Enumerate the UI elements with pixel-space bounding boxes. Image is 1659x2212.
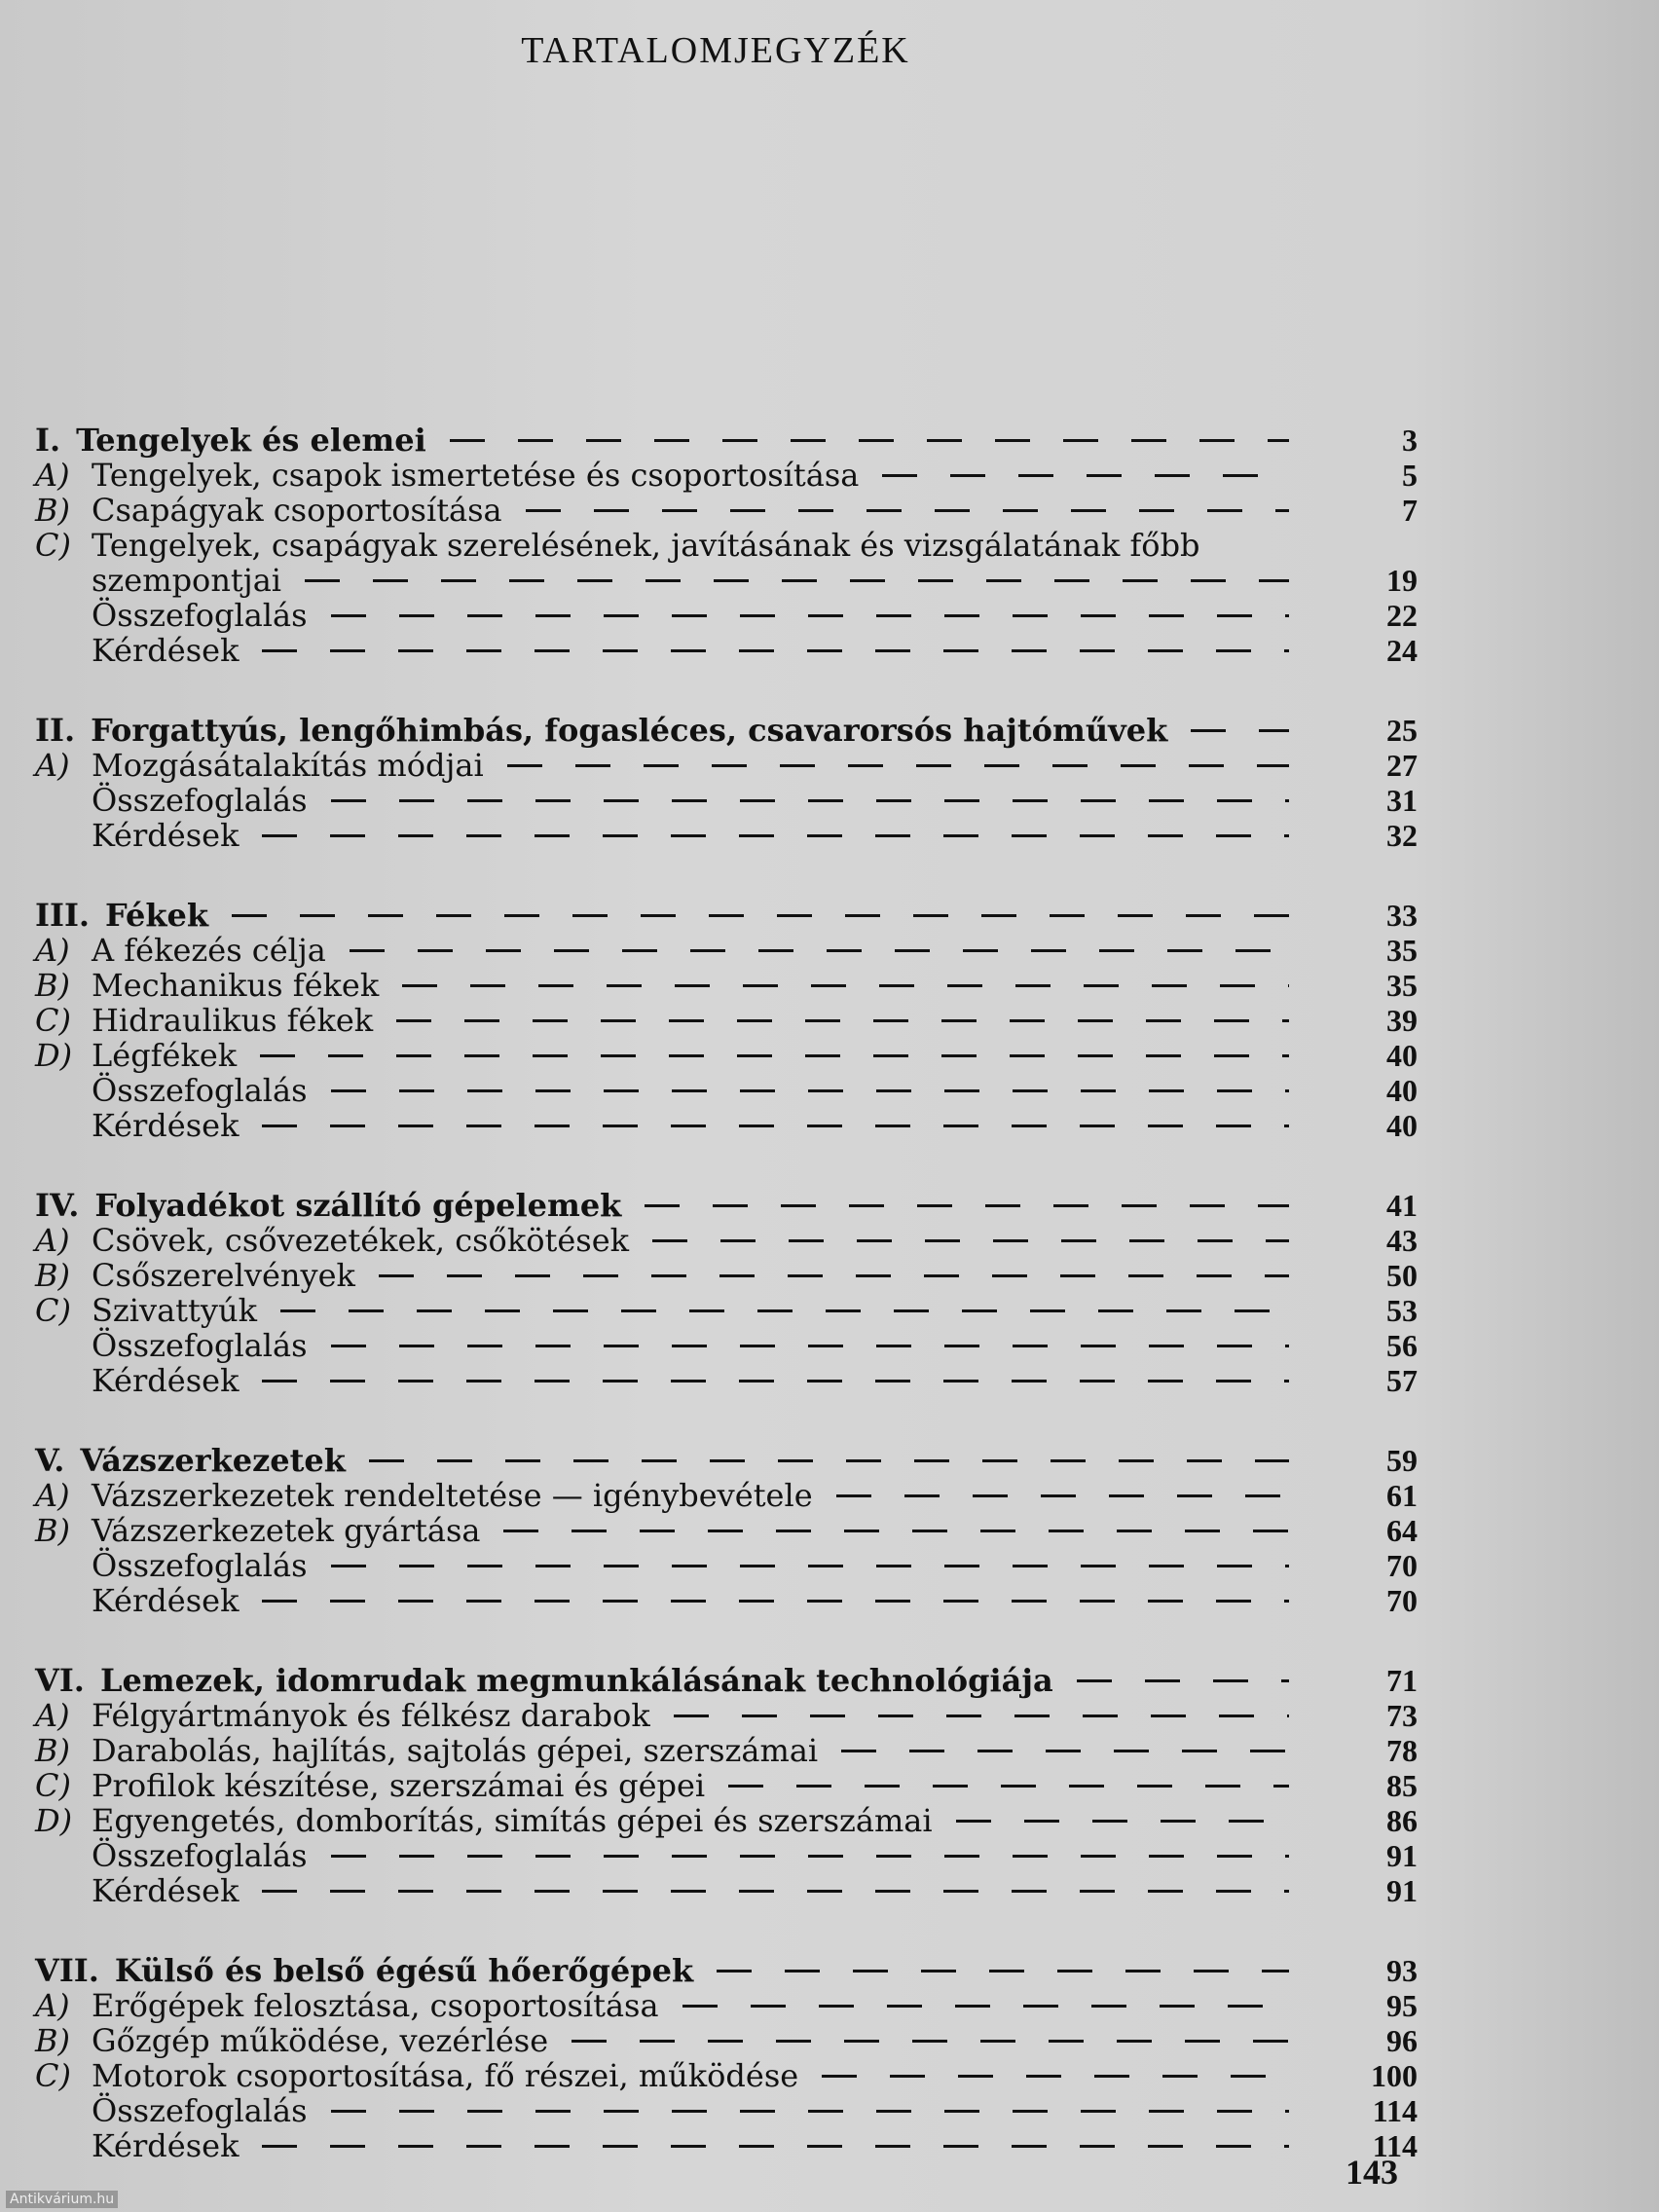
entry-text: Profilok készítése, szerszámai és gépei [92,1767,706,1804]
toc-entry-label [35,1513,480,1548]
toc-page-number: 3 [1402,423,1418,458]
toc-heading-label [35,1953,693,1988]
entry-text: Kérdések [92,817,240,854]
toc-entry-row[interactable] [35,1328,1418,1363]
chapter-title: Tengelyek és elemei [76,422,426,459]
toc-entry-row[interactable] [35,783,1418,818]
toc-heading-row[interactable] [35,898,1418,933]
toc-page-number: 73 [1386,1698,1418,1733]
entry-letter: C) [35,1767,71,1804]
entry-letter: A) [35,1222,70,1259]
toc-entry-row[interactable] [35,1478,1418,1513]
leader-dashes [262,1600,1289,1603]
toc-entry-row[interactable] [35,1223,1418,1258]
toc-heading-row[interactable] [35,1663,1418,1698]
toc-entry-label [92,1108,239,1143]
entry-text: Kérdések [92,1872,240,1909]
toc-entry-label [92,2128,239,2163]
toc-page-number: 31 [1386,783,1418,818]
chapter-number: VI. [35,1662,85,1699]
entry-letter: B) [35,1732,70,1769]
leader-dashes [652,1239,1289,1242]
watermark: Antikvárium.hu [6,2191,118,2208]
leader-dashes [450,439,1289,442]
toc-entry-row[interactable] [35,1548,1418,1583]
chapter-number: VII. [35,1952,99,1989]
toc-heading-row[interactable] [35,1188,1418,1223]
entry-text: Mozgásátalakítás módjai [92,747,484,784]
leader-dashes [262,1380,1289,1382]
toc-entry-label [92,633,239,668]
entry-letter: C) [35,1002,71,1039]
toc-entry-row[interactable] [35,1513,1418,1548]
toc-entry-label [35,1988,659,2023]
toc-entry-label [35,1768,705,1803]
toc-entry-row[interactable] [35,598,1418,633]
chapter-number: III. [35,897,91,934]
toc-entry-label [35,1698,650,1733]
toc-entry-label [35,2023,548,2058]
toc-entry-label [35,493,502,528]
entry-text: Csövek, csővezetékek, csőkötések [92,1222,630,1259]
entry-letter: A) [35,932,70,969]
toc-page-number: 25 [1386,713,1418,748]
leader-dashes [350,949,1289,952]
toc-entry-row[interactable] [35,1258,1418,1293]
toc-page-number: 40 [1386,1038,1418,1073]
entry-text: Motorok csoportosítása, fő részei, működése [92,2057,799,2094]
toc-page-number: 91 [1386,1873,1418,1908]
toc-entry-row[interactable] [35,1293,1418,1328]
toc-entry-row[interactable] [35,1038,1418,1073]
entry-letter: A) [35,1697,70,1734]
toc-entry-label [35,2058,798,2093]
toc-page-number: 27 [1386,748,1418,783]
entry-text: Tengelyek, csapágyak szerelésének, javításának és vizsgálatának főbb [92,527,1200,564]
entry-letter: A) [35,747,70,784]
leader-dashes [956,1820,1289,1823]
chapter-number: II. [35,712,76,749]
toc-entry-label [35,968,379,1003]
toc-heading-label [35,1663,1053,1698]
toc-entry-row[interactable] [35,1988,1418,2023]
toc-heading-row[interactable] [35,1443,1418,1478]
toc-entry-label [35,1803,933,1838]
toc-page-number: 70 [1386,1548,1418,1583]
toc-section [35,713,1418,853]
toc-entry-row[interactable] [35,528,1418,563]
entry-text: Erőgépek felosztása, csoportosítása [92,1987,659,2024]
toc-page-number: 40 [1386,1073,1418,1108]
toc-page-number: 53 [1386,1293,1418,1328]
toc-page-number: 22 [1386,598,1418,633]
toc-entry-label [35,1258,355,1293]
toc-page-number: 41 [1386,1188,1418,1223]
toc-entry-label [92,1073,308,1108]
entry-text: A fékezés célja [92,932,326,969]
toc-entry-label [35,1478,813,1513]
toc-entry-row[interactable] [35,1108,1418,1143]
toc-entry-row[interactable] [35,493,1418,528]
entry-letter: C) [35,527,71,564]
leader-dashes [526,509,1289,512]
page-number: 143 [1346,2153,1398,2192]
toc-heading-row[interactable] [35,423,1418,458]
toc-page-number: 39 [1386,1003,1418,1038]
entry-letter: D) [35,1037,73,1074]
entry-letter: B) [35,1257,70,1294]
leader-dashes [262,649,1289,652]
toc-entry-row[interactable] [35,1003,1418,1038]
toc-entry-row[interactable] [35,2093,1418,2128]
leader-dashes [262,834,1289,837]
leader-dashes [396,1019,1289,1022]
toc-page-number: 86 [1386,1803,1418,1838]
toc-heading-label [35,1443,346,1478]
leader-dashes [262,2145,1289,2148]
entry-text: Összefoglalás [92,597,308,634]
entry-text: szempontjai [92,562,282,599]
entry-text: Szivattyúk [92,1292,257,1329]
toc-entry-row[interactable] [35,818,1418,853]
leader-dashes [331,1089,1289,1092]
leader-dashes [841,1750,1289,1752]
leader-dashes [674,1714,1289,1717]
leader-dashes [260,1054,1289,1057]
toc-entry-label [92,1328,308,1363]
toc-entry-row[interactable] [35,458,1418,493]
toc-page-number: 61 [1386,1478,1418,1513]
entry-letter: B) [35,2022,70,2059]
entry-text: Hidraulikus fékek [92,1002,374,1039]
toc-section [35,898,1418,1143]
leader-dashes [836,1494,1289,1497]
toc-section [35,1188,1418,1398]
chapter-number: V. [35,1442,65,1479]
toc-entry-row[interactable] [35,1838,1418,1873]
leader-dashes [331,1855,1289,1858]
entry-letter: C) [35,1292,71,1329]
entry-text: Vázszerkezetek rendeltetése — igénybevétele [92,1477,813,1514]
chapter-title: Forgattyús, lengőhimbás, fogasléces, csavarorsós hajtóművek [91,712,1168,749]
toc-page-number: 71 [1386,1663,1418,1698]
toc-entry-row[interactable] [35,1073,1418,1108]
entry-text: Gőzgép működése, vezérlése [92,2022,549,2059]
entry-letter: A) [35,1987,70,2024]
toc-page-number: 57 [1386,1363,1418,1398]
toc-entry-label [35,1038,237,1073]
toc-entry-row[interactable] [35,748,1418,783]
leader-dashes [402,984,1289,987]
entry-text: Vázszerkezetek gyártása [92,1512,481,1549]
toc-entry-label [92,818,239,853]
toc-page-number: 78 [1386,1733,1418,1768]
toc-entry-label [35,1003,373,1038]
toc-entry-row[interactable] [35,968,1418,1003]
chapter-title: Lemezek, idomrudak megmunkálásának technológiája [99,1662,1053,1699]
toc-page-number: 85 [1386,1768,1418,1803]
entry-text: Összefoglalás [92,2092,308,2129]
toc-entry-label [92,598,308,633]
toc-entry-row[interactable] [35,2058,1418,2093]
toc-entry-row[interactable] [35,633,1418,668]
toc-page-number: 35 [1386,968,1418,1003]
leader-dashes [331,2110,1289,2113]
toc-entry-row[interactable] [35,1363,1418,1398]
toc-section [35,1953,1418,2163]
toc-entry-label [35,528,1200,563]
toc-entry-label [92,563,281,598]
toc-page-number: 64 [1386,1513,1418,1548]
entry-text: Összefoglalás [92,782,308,819]
entry-text: Légfékek [92,1037,238,1074]
toc-entry-label [35,748,484,783]
toc-heading-label [35,1188,621,1223]
toc-page-number: 114 [1372,2093,1418,2128]
entry-text: Darabolás, hajlítás, sajtolás gépei, szerszámai [92,1732,819,1769]
toc-entry-label [92,1873,239,1908]
toc-page-number: 95 [1386,1988,1418,2023]
entry-text: Kérdések [92,1362,240,1399]
entry-text: Tengelyek, csapok ismertetése és csoportosítása [92,457,860,494]
toc-page-number: 56 [1386,1328,1418,1363]
entry-text: Kérdések [92,1107,240,1144]
toc-entry-row[interactable] [35,1733,1418,1768]
toc-entry-row[interactable] [35,2128,1418,2163]
entry-text: Kérdések [92,632,240,669]
leader-dashes [571,2040,1289,2043]
entry-letter: A) [35,1477,70,1514]
entry-letter: B) [35,492,70,529]
toc-entry-row[interactable] [35,1698,1418,1733]
leader-dashes [305,579,1289,582]
chapter-title: Fékek [105,897,209,934]
toc-entry-label [35,933,326,968]
toc-entry-label [35,458,859,493]
toc-entry-label [92,1838,308,1873]
entry-text: Összefoglalás [92,1837,308,1874]
leader-dashes [1077,1679,1289,1682]
toc-page-number: 100 [1371,2058,1418,2093]
toc-entry-label [92,1548,308,1583]
toc-page-number: 59 [1386,1443,1418,1478]
toc-entry-label [92,2093,308,2128]
leader-dashes [369,1459,1289,1462]
toc-entry-row[interactable] [35,1803,1418,1838]
table-of-contents [35,423,1418,2208]
toc-heading-row[interactable] [35,1953,1418,1988]
toc-entry-row[interactable] [35,933,1418,968]
leader-dashes [280,1309,1289,1312]
toc-heading-label [35,423,426,458]
toc-page-number: 24 [1386,633,1418,668]
chapter-title: Vázszerkezetek [80,1442,346,1479]
leader-dashes [728,1785,1289,1788]
entry-letter: A) [35,457,70,494]
leader-dashes [331,1345,1289,1347]
leader-dashes [232,914,1289,917]
entry-letter: B) [35,967,70,1004]
toc-section [35,423,1418,668]
toc-entry-label [92,783,308,818]
leader-dashes [822,2075,1289,2078]
toc-entry-label [35,1733,818,1768]
chapter-title: Folyadékot szállító gépelemek [94,1187,622,1224]
toc-page-number: 19 [1386,563,1418,598]
toc-entry-label [35,1223,629,1258]
toc-page-number: 40 [1386,1108,1418,1143]
toc-entry-label [92,1583,239,1618]
chapter-title: Külső és belső égésű hőerőgépek [114,1952,694,1989]
leader-dashes [379,1274,1289,1277]
toc-entry-row[interactable] [35,1768,1418,1803]
entry-text: Összefoglalás [92,1072,308,1109]
toc-entry-label [92,1363,239,1398]
leader-dashes [262,1890,1289,1893]
toc-entry-row[interactable] [35,1873,1418,1908]
toc-page-number: 43 [1386,1223,1418,1258]
entry-letter: D) [35,1802,73,1839]
leader-dashes [717,1970,1289,1972]
toc-section [35,1443,1418,1618]
entry-text: Mechanikus fékek [92,967,380,1004]
toc-page-number: 91 [1386,1838,1418,1873]
entry-text: Csőszerelvények [92,1257,355,1294]
entry-text: Kérdések [92,2127,240,2164]
entry-text: Kérdések [92,1582,240,1619]
chapter-number: I. [35,422,61,459]
toc-page-number: 5 [1402,458,1418,493]
toc-page-number: 70 [1386,1583,1418,1618]
toc-entry-row[interactable] [35,1583,1418,1618]
toc-page-number: 114 [1372,2128,1418,2163]
leader-dashes [645,1204,1289,1207]
entry-text: Összefoglalás [92,1327,308,1364]
toc-page-number: 35 [1386,933,1418,968]
entry-text: Csapágyak csoportosítása [92,492,502,529]
toc-page-number: 50 [1386,1258,1418,1293]
leader-dashes [262,1124,1289,1127]
toc-page-number: 93 [1386,1953,1418,1988]
toc-page-number: 7 [1402,493,1418,528]
leader-dashes [331,614,1289,617]
entry-text: Egyengetés, domborítás, simítás gépei és szerszámai [92,1802,933,1839]
toc-section [35,1663,1418,1908]
leader-dashes [503,1530,1289,1532]
entry-letter: B) [35,1512,70,1549]
leader-dashes [682,2005,1289,2008]
toc-entry-row[interactable] [35,2023,1418,2058]
toc-heading-label [35,713,1167,748]
entry-text: Félgyártmányok és félkész darabok [92,1697,650,1734]
toc-heading-label [35,898,208,933]
toc-page-number: 32 [1386,818,1418,853]
toc-heading-row[interactable] [35,713,1418,748]
leader-dashes [882,474,1289,477]
entry-text: Összefoglalás [92,1547,308,1584]
leader-dashes [331,799,1289,802]
chapter-number: IV. [35,1187,80,1224]
leader-dashes [1191,729,1289,732]
page-title: TARTALOMJEGYZÉK [521,30,910,71]
toc-page-number: 33 [1386,898,1418,933]
leader-dashes [507,764,1289,767]
toc-entry-row[interactable] [35,563,1418,598]
toc-page-number: 96 [1386,2023,1418,2058]
entry-letter: C) [35,2057,71,2094]
toc-entry-label [35,1293,257,1328]
leader-dashes [331,1565,1289,1567]
